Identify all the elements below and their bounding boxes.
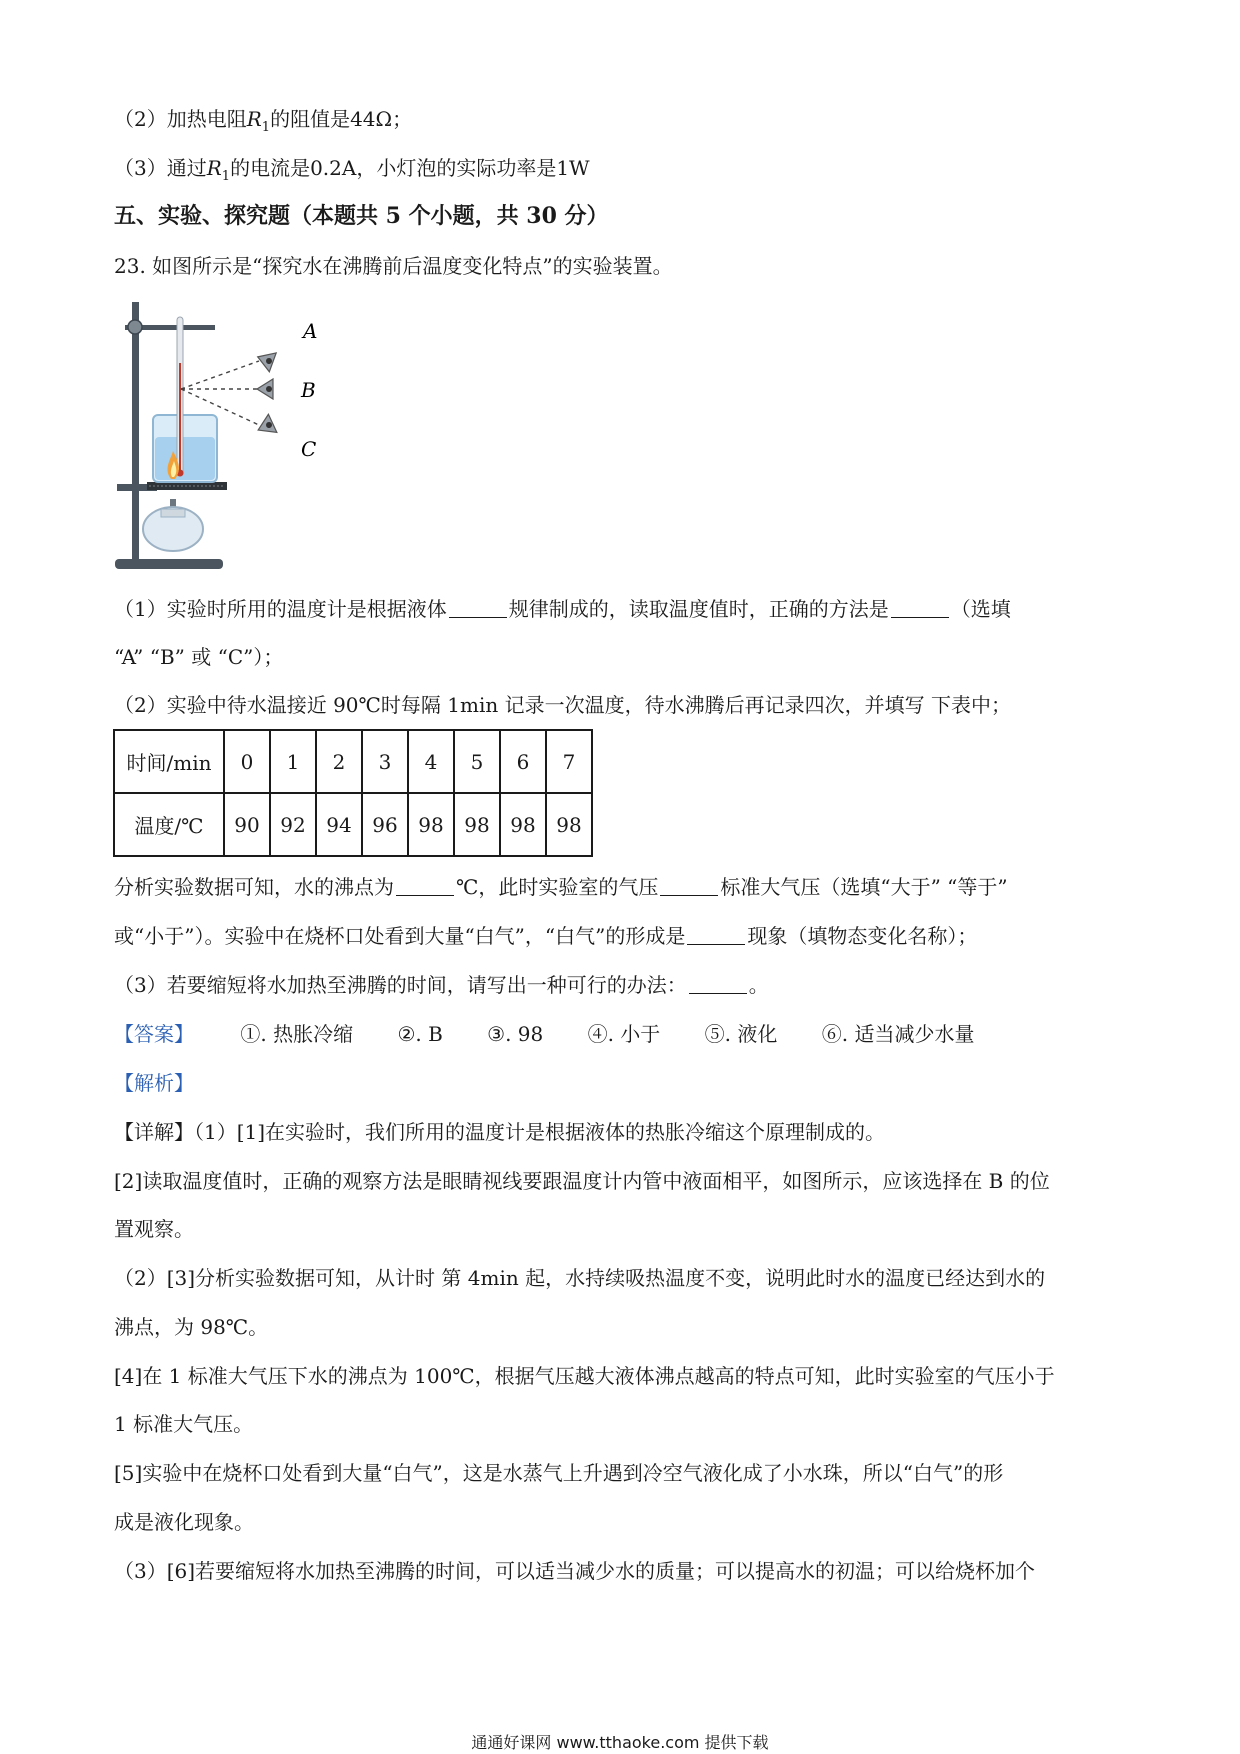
detail-p1: 【详解】（1）[1]在实验时，我们所用的温度计是根据液体的热胀冷缩这个原理制成的。 <box>114 1120 886 1144</box>
q2-after2-part2: 现象（填物态变化名称）； <box>747 924 978 948</box>
detail-p3a: （2）[3]分析实验数据可知，从计时 第 4min 起，水持续吸热温度不变，说明此时水的温度已经达到水的 <box>114 1266 1046 1290</box>
blank-6 <box>689 975 747 994</box>
prev-answer-3 <box>114 155 590 190</box>
resistor-symbol: R <box>206 156 222 180</box>
answer-line <box>114 1021 1012 1047</box>
stand-rod <box>132 302 139 564</box>
detail-p4b: 1 标准大气压。 <box>114 1412 254 1436</box>
table-header-time: 时间/min <box>114 730 224 793</box>
answer-label: 【答案】 <box>114 1022 194 1046</box>
detail-p4a: [4]在 1 标准大气压下水的沸点为 100℃，根据气压越大液体沸点越高的特点可知，此时实验室的气压小于 <box>114 1364 1055 1388</box>
boiling-apparatus-figure <box>113 297 343 579</box>
table-cell: 4 <box>408 730 454 793</box>
sight-line-a <box>181 361 259 389</box>
table-cell: 2 <box>316 730 362 793</box>
table-cell: 3 <box>362 730 408 793</box>
blank-4 <box>660 877 718 896</box>
q3-line <box>114 972 769 998</box>
detail-p2a: [2]读取温度值时，正确的观察方法是眼睛视线要跟温度计内管中液面相平，如图所示，应该选择在 B 的位 <box>114 1169 1050 1193</box>
table-cell: 1 <box>270 730 316 793</box>
q2-after1-part2: ℃，此时实验室的气压 <box>456 875 659 899</box>
eye-icon-c <box>254 414 277 439</box>
table-cell: 98 <box>454 793 500 856</box>
prev-answer-2-suffix: 的阻值是44Ω； <box>270 107 413 131</box>
q2-after-line1 <box>114 874 1008 900</box>
section-heading: 五、实验、探究题（本题共 5 个小题，共 30 分） <box>114 203 609 229</box>
prev-answer-2-prefix: （2）加热电阻 <box>114 107 247 131</box>
table-cell: 98 <box>546 793 592 856</box>
table-cell: 7 <box>546 730 592 793</box>
data-table <box>113 729 593 857</box>
eye-icon-b <box>257 379 273 399</box>
q2-after1-part3: 标准大气压（选填“大于” “等于” <box>720 875 1008 899</box>
table-cell: 5 <box>454 730 500 793</box>
answer-item: ①. 热胀冷缩 <box>240 1022 354 1046</box>
answer-item: ⑥. 适当减少水量 <box>821 1022 975 1046</box>
answer-item: ④. 小于 <box>587 1022 661 1046</box>
answer-item: ⑤. 液化 <box>704 1022 778 1046</box>
table-cell: 92 <box>270 793 316 856</box>
q1-part1: （1）实验时所用的温度计是根据液体 <box>114 597 447 621</box>
table-cell: 0 <box>224 730 270 793</box>
water <box>155 437 215 480</box>
figure-label-c: C <box>301 437 317 461</box>
q1-part2: 规律制成的，读取温度值时，正确的方法是 <box>508 597 889 621</box>
q2-after-line2 <box>114 923 977 949</box>
table-header-temperature: 温度/℃ <box>114 793 224 856</box>
table-row-time <box>114 730 592 793</box>
figure-label-a: A <box>303 319 318 343</box>
eye-icon-a <box>254 347 276 371</box>
detail-p3b: 沸点，为 98℃。 <box>114 1315 269 1339</box>
q1-line1 <box>114 596 1011 622</box>
question-intro: 23. 如图所示是“探究水在沸腾前后温度变化特点”的实验装置。 <box>114 254 673 278</box>
thermometer-mercury <box>179 363 181 471</box>
blank-3 <box>396 877 454 896</box>
answer-item: ②. B <box>397 1022 443 1046</box>
blank-2 <box>891 599 949 618</box>
blank-5 <box>687 926 745 945</box>
clamp-knob <box>128 320 142 334</box>
prev-answer-3-prefix: （3）通过 <box>114 156 207 180</box>
q2-after1-part1: 分析实验数据可知，水的沸点为 <box>114 875 394 899</box>
q2-after2-part1: 或“小于”）。实验中在烧杯口处看到大量“白气”，“白气”的形成是 <box>114 924 686 948</box>
answer-item: ③. 98 <box>487 1022 544 1046</box>
q1-line2: “A” “B” 或 “C”）； <box>114 645 284 669</box>
page-footer: 通通好课网 www.tthaoke.com 提供下载 <box>471 1733 769 1752</box>
figure-label-b: B <box>301 378 316 402</box>
table-cell: 98 <box>500 793 546 856</box>
blank-1 <box>449 599 507 618</box>
q3-part2: 。 <box>748 973 769 997</box>
detail-p6: （3）[6]若要缩短将水加热至沸腾的时间，可以适当减少水的质量；可以提高水的初温；可以给烧杯加个 <box>114 1559 1036 1583</box>
prev-answer-2 <box>114 106 412 141</box>
resistor-symbol: R <box>246 107 262 131</box>
resistor-subscript: 1 <box>261 120 271 135</box>
stand-base <box>115 559 223 569</box>
resistor-subscript: 1 <box>221 169 231 184</box>
table-cell: 98 <box>408 793 454 856</box>
analysis-label: 【解析】 <box>114 1071 194 1095</box>
detail-p2b: 置观察。 <box>114 1217 194 1241</box>
table-row-temperature <box>114 793 592 856</box>
table-cell: 90 <box>224 793 270 856</box>
q3-part1: （3）若要缩短将水加热至沸腾的时间，请写出一种可行的办法： <box>114 973 687 997</box>
detail-p5a: [5]实验中在烧杯口处看到大量“白气”，这是水蒸气上升遇到冷空气液化成了小水珠，所以“白气”的形 <box>114 1461 1004 1485</box>
table-cell: 96 <box>362 793 408 856</box>
table-cell: 94 <box>316 793 362 856</box>
q1-part3: （选填 <box>950 597 1011 621</box>
table-cell: 6 <box>500 730 546 793</box>
q2-intro: （2）实验中待水温接近 90℃时每隔 1min 记录一次温度，待水沸腾后再记录四次，并填写 下表中； <box>114 693 1011 717</box>
prev-answer-3-suffix: 的电流是0.2A，小灯泡的实际功率是1W <box>230 156 590 180</box>
detail-p5b: 成是液化现象。 <box>114 1510 254 1534</box>
